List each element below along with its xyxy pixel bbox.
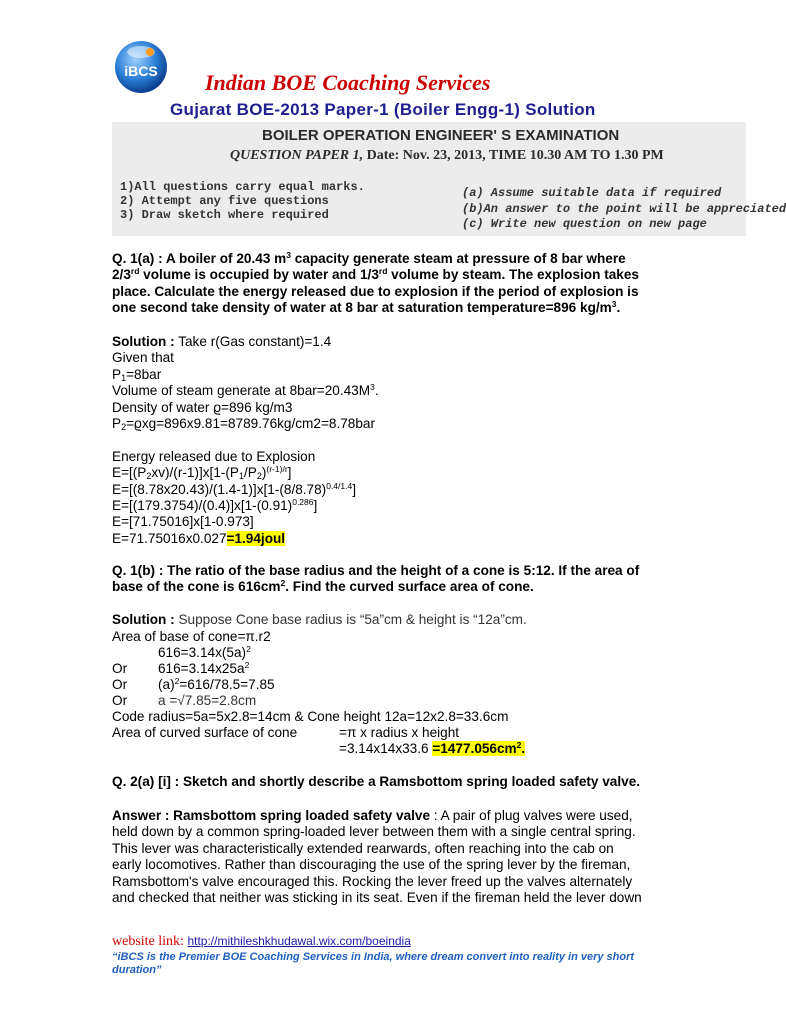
instruction-right-2: (b)An answer to the point will be appreciated [462, 202, 786, 216]
document-subtitle: Gujarat BOE-2013 Paper-1 (Boiler Engg-1) Solution [170, 100, 596, 119]
or-label-1: Or [112, 661, 128, 676]
or-label-2: Or [112, 677, 128, 692]
svg-text:iBCS: iBCS [124, 63, 158, 79]
code-radius-line: Code radius=5a=5x2.8=14cm & Cone height 12a=12x2.8=33.6cm [112, 709, 509, 724]
area-base-line: Area of base of cone=π.r2 [112, 629, 271, 644]
curved-area-calc: $=3.14x14x33.6 =1477.056cm^2$. [339, 740, 526, 756]
answer-highlight-1a: =1.94joul [226, 530, 286, 546]
answer-highlight-1b: $=1477.056cm^2$. [432, 740, 526, 756]
website-link-line: website link: http://mithileshkhudawal.wix.com/boeindia [112, 934, 411, 949]
exam-paper-line: QUESTION PAPER 1, Date: Nov. 23, 2013, TIME 10.30 AM TO 1.30 PM [230, 148, 664, 163]
or-label-3: Or [112, 693, 128, 708]
organization-name: Indian BOE Coaching Services [205, 70, 491, 95]
scanned-exam-header [112, 122, 786, 236]
curved-area-label: Area of curved surface of cone [112, 725, 298, 740]
solution-1b-heading: Solution : Suppose Cone base radius is “5a”cm & height is “12a”cm. [112, 612, 527, 627]
ibcs-logo [112, 40, 170, 96]
instruction-left-3: 3) Draw sketch where required [120, 208, 329, 222]
solution-1a: Solution : Take r(Gas constant)=1.4 Given that $P_1=8bar$ Volume of steam generate at $8bar=20.43M^3$. Density of water ϱ=896 kg/m3 $P_2=ϱxg=896x9.81=8789.76kg/cm2=8.78bar$ Energy released due to Explosion $E=[(P_2xv)/(r-1)]x[1-(P_1/P_2)^{(r-1)/r}]$ $E=[(8.78x20.43)/(1.4-1)]x[1-(8/8.78)^{0.4/1.4}]$ $E=[(179.3754)/(0.4)]x[1-(0.91)^{0.286}]$ E=[71.75016]x[1-0.973] E=71.75016x0.027=1.94joul [112, 334, 379, 546]
step-1: $616=3.14x(5a)^2$ [158, 644, 251, 660]
answer-2a: Answer : Ramsbottom spring loaded safety valve : A pair of plug valves were used, held down by a common spring-loaded lever between them with a single central spring. This lever was characteristically extended rearwards, often reaching into the cab on early locomotives. Rather than discouraging the use of the spring lever by the fireman, Ramsbottom's valve encouraged this. Rocking the lever freed up the valves alternately and checked that neither was sticking in its seat. Even if the fireman held the lever down [112, 808, 642, 906]
instruction-right-1: (a) Assume suitable data if required [462, 186, 722, 200]
curved-area-formula: =π x radius x height [339, 725, 460, 740]
exam-title: BOILER OPERATION ENGINEER' S EXAMINATION [262, 127, 620, 144]
website-link[interactable]: http://mithileshkhudawal.wix.com/boeindia [187, 934, 411, 948]
step-4: a =√7.85=2.8cm [158, 693, 257, 708]
instruction-left-1: 1)All questions carry equal marks. [120, 180, 365, 194]
instruction-left-2: 2) Attempt any five questions [120, 194, 329, 208]
question-1b: Q. 1(b) : The ratio of the base radius and the height of a cone is 5:12. If the area of base of the cone is $616cm^2$. Find the curved surface area of cone. [112, 563, 640, 595]
tagline: “iBCS is the Premier BOE Coaching Services in India, where dream convert into reality in very short duration” [112, 951, 635, 976]
step-3: $(a)^2=616/78.5=7.85$ [158, 676, 275, 692]
step-2: $616=3.14x25a^2$ [158, 660, 250, 676]
question-1a: Q. 1(a) : A boiler of 20.43 $m^3$ capacity generate steam at pressure of 8 bar where 2/3rd volume is occupied by water and 1/3rd volume by steam. The explosion takes place. Calculate the energy released due to explosion if the period of explosion is one second take density of water at 8 bar at saturation temperature=896 $kg/m^3$. [112, 250, 639, 316]
instruction-right-3: (c) Write new question on new page [462, 217, 707, 231]
question-2a: Q. 2(a) [i] : Sketch and shortly describe a Ramsbottom spring loaded safety valve. [112, 774, 641, 789]
